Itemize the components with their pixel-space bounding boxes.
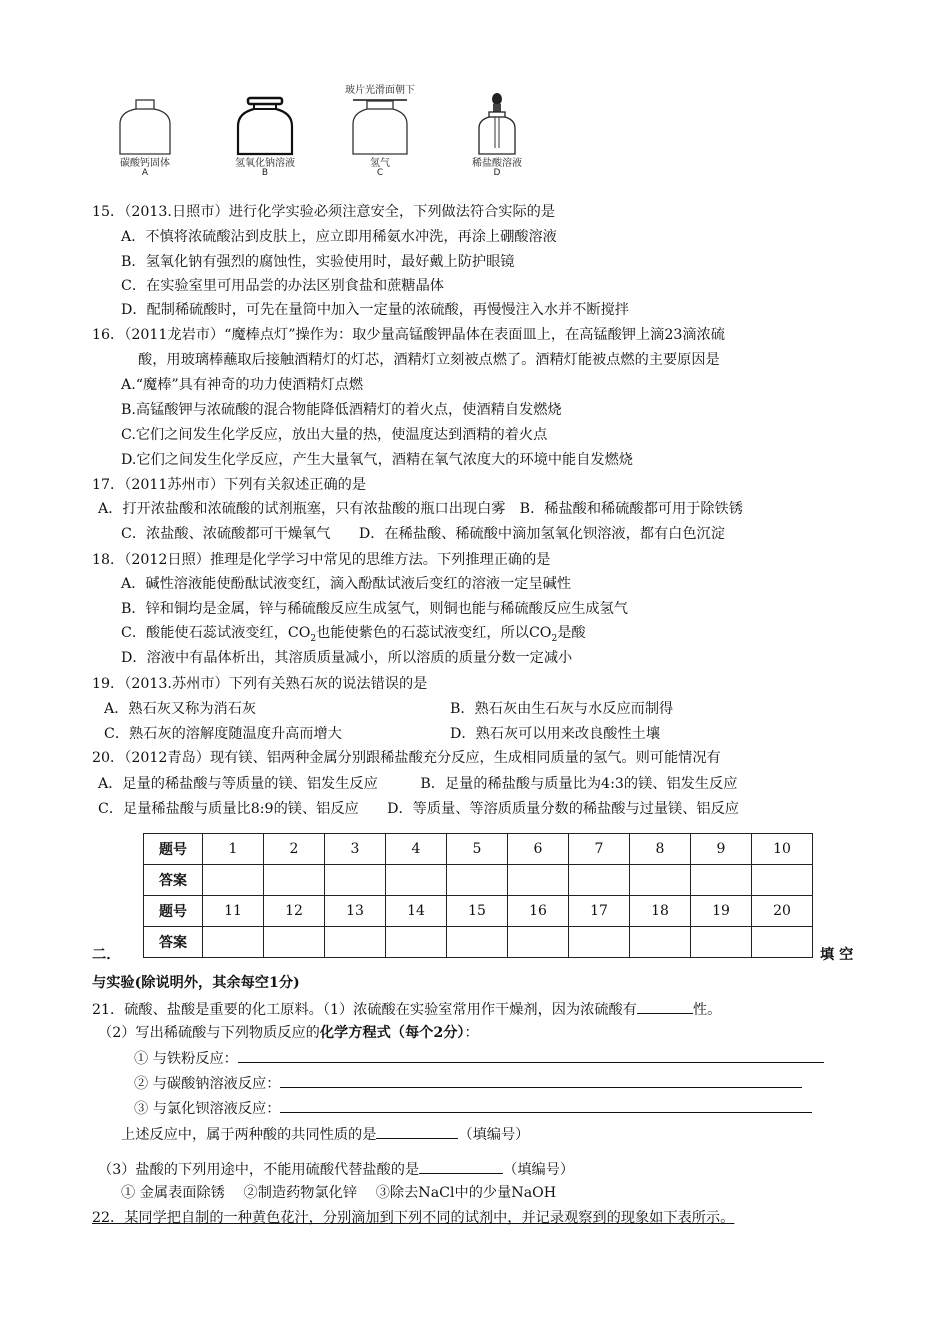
question-number-cell: 20 [752,896,813,927]
bottle-b [215,92,315,192]
answer-cell[interactable] [569,927,630,958]
q21-blank-property[interactable] [637,999,693,1014]
bottle-b-caption: 氢氧化钠溶液 [235,158,295,169]
q18-co2-subscript: 2 [310,633,317,644]
bottle-c-caption: 氢气 [370,158,390,169]
question-number-cell: 9 [691,834,752,865]
answer-table-row [144,896,813,927]
bottle-c-letter: C [376,168,384,178]
q19-option-c: C．熟石灰的溶解度随温度升高而增大 [104,726,342,742]
question-number-cell: 18 [630,896,691,927]
q20-options-cd: C．足量稀盐酸与质量比8:9的镁、铝反应 D．等质量、等溶质质量分数的稀盐酸与过量镁、铝反应 [98,801,739,817]
q21-reaction-1 [134,1048,824,1068]
answer-table-row [144,927,813,958]
q16-stem-line1: 16．（2011龙岩市）“魔棒点灯”操作为：取少量高锰酸钾晶体在表面皿上，在高锰酸钾上滴23滴浓硫 [92,327,725,343]
q18-option-c-part1: C．酸能使石蕊试液变红，CO [121,625,311,641]
answer-cell[interactable] [386,865,447,896]
q21-common-text: 上述反应中，属于两种酸的共同性质的是 [121,1127,377,1143]
q21-common-property [121,1124,529,1144]
answer-table-row [144,865,813,896]
question-number-cell: 4 [386,834,447,865]
stoppered-bottle-icon [230,92,300,158]
answer-cell[interactable] [508,865,569,896]
q22-stem: 22．某同学把自制的一种黄色花汁，分别滴加到下列不同的试剂中，并记录观察到的现象如下表所示。 [92,1210,735,1226]
section-two-number: 二． [92,947,121,963]
q18-option-d: D．溶液中有晶体析出，其溶质质量减小，所以溶质的质量分数一定减小 [121,650,573,666]
question-number-cell: 15 [447,896,508,927]
q17-stem: 17．（2011苏州市）下列有关叙述正确的是 [92,477,367,493]
question-number-cell: 14 [386,896,447,927]
answer-table-row [144,834,813,865]
q15-option-c: C．在实验室里可用品尝的办法区别食盐和蔗糖晶体 [121,278,444,294]
q16-option-c: C.它们之间发生化学反应，放出大量的热，使温度达到酒精的着火点 [121,427,548,443]
answer-cell[interactable] [752,927,813,958]
q19-option-b: B．熟石灰由生石灰与水反应而制得 [450,701,674,717]
question-number-cell: 2 [264,834,325,865]
q21-reaction-2-label: ② 与碳酸钠溶液反应： [134,1076,281,1092]
q20-stem: 20．（2012青岛）现有镁、铝两种金属分别跟稀盐酸充分反应，生成相同质量的氢气。则可能情况有 [92,750,721,766]
q21-reaction-3 [134,1098,812,1118]
q20-options-ab: A．足量的稀盐酸与等质量的镁、铝发生反应 B．足量的稀盐酸与质量比为4:3的镁、铝发生反应 [98,776,738,792]
q17-options-ab: A．打开浓盐酸和浓硫酸的试剂瓶塞，只有浓盐酸的瓶口出现白雾 B．稀盐酸和稀硫酸都可用于除铁锈 [98,501,743,517]
answer-cell[interactable] [447,865,508,896]
bottle-d [447,92,547,192]
q15-option-d: D．配制稀硫酸时，可先在量筒中加入一定量的浓硫酸，再慢慢注入水并不断搅拌 [121,302,629,318]
q16-option-d: D.它们之间发生化学反应，产生大量氧气，酒精在氧气浓度大的环境中能自发燃烧 [121,452,633,468]
section-two-title: 与实验(除说明外，其余每空1分) [92,975,300,991]
question-number-cell: 3 [325,834,386,865]
bottle-a [95,92,195,192]
reagent-bottles-figure [95,85,555,192]
q21-part3-text: （3）盐酸的下列用途中，不能用硫酸代替盐酸的是 [98,1162,420,1178]
answer-label: 答案 [144,865,203,896]
question-number-cell: 1 [203,834,264,865]
q21-reaction-3-label: ③ 与氯化钡溶液反应： [134,1101,281,1117]
question-number-cell: 5 [447,834,508,865]
answer-cell[interactable] [752,865,813,896]
answer-cell[interactable] [325,865,386,896]
bottle-c-note: 玻片光滑面朝下 [345,85,415,96]
q21-reaction-3-blank[interactable] [280,1098,812,1113]
answer-cell[interactable] [630,927,691,958]
q21-common-blank[interactable] [376,1124,458,1139]
q19-option-a: A．熟石灰又称为消石灰 [104,701,257,717]
q18-option-c-part3: 是酸 [557,625,586,641]
gas-jar-icon [345,96,415,158]
q18-stem: 18．（2012日照）推理是化学学习中常见的思维方法。下列推理正确的是 [92,552,551,568]
question-number-cell: 12 [264,896,325,927]
q21-part2-bold: 化学方程式（每个2分） [319,1025,465,1041]
question-number-label: 题号 [144,834,203,865]
q21-reaction-2 [134,1073,802,1093]
q21-uses: ① 金属表面除锈 ②制造药物氯化锌 ③除去NaCl中的少量NaOH [121,1185,557,1201]
wide-mouth-bottle-icon [110,92,180,158]
q21-part2-text: （2）写出稀硫酸与下列物质反应的 [98,1025,320,1041]
question-number-cell: 13 [325,896,386,927]
question-number-cell: 11 [203,896,264,927]
q15-option-a: A．不慎将浓硫酸沾到皮肤上，应立即用稀氨水冲洗，再涂上硼酸溶液 [121,229,557,245]
answer-cell[interactable] [447,927,508,958]
answer-cell[interactable] [203,865,264,896]
q21-part2 [98,1024,479,1042]
q21-common-end: （填编号） [458,1127,530,1143]
q21-part3 [98,1159,574,1179]
bottle-a-letter: A [141,168,149,178]
question-number-cell: 7 [569,834,630,865]
q21-reaction-1-blank[interactable] [238,1048,824,1063]
answer-cell[interactable] [569,865,630,896]
q21-stem [92,999,721,1019]
q19-option-d: D．熟石灰可以用来改良酸性土壤 [450,726,661,742]
q21-part3-blank[interactable] [419,1159,503,1174]
q18-option-a: A．碱性溶液能使酚酞试液变红，滴入酚酞试液后变红的溶液一定呈碱性 [121,576,572,592]
q16-option-a: A.“魔棒”具有神奇的功力使酒精灯点燃 [121,377,364,393]
question-number-cell: 17 [569,896,630,927]
answer-cell[interactable] [386,927,447,958]
q15-option-b: B．氢氧化钠有强烈的腐蚀性，实验使用时，最好戴上防护眼镜 [121,254,515,270]
q21-stem-end: 性。 [692,1002,722,1018]
answer-cell[interactable] [203,927,264,958]
question-number-label: 题号 [144,896,203,927]
q21-reaction-2-blank[interactable] [280,1073,802,1088]
answer-cell[interactable] [264,865,325,896]
bottle-a-caption: 碳酸钙固体 [120,158,170,169]
answer-cell[interactable] [508,927,569,958]
bottle-c [330,85,430,185]
q18-option-b: B．锌和铜均是金属，锌与稀硫酸反应生成氢气，则铜也能与稀硫酸反应生成氢气 [121,601,628,617]
q16-stem-line2: 酸，用玻璃棒蘸取后接触酒精灯的灯芯，酒精灯立刻被点燃了。酒精灯能被点燃的主要原因是 [138,352,720,368]
q21-part3-end: （填编号） [503,1162,575,1178]
question-number-cell: 10 [752,834,813,865]
question-number-cell: 16 [508,896,569,927]
question-number-cell: 6 [508,834,569,865]
q21-reaction-1-label: ① 与铁粉反应： [134,1051,238,1067]
q16-option-b: B.高锰酸钾与浓硫酸的混合物能降低酒精灯的着火点，使酒精自发燃烧 [121,402,562,418]
dropper-bottle-icon [467,92,527,158]
answer-label: 答案 [144,927,203,958]
bottle-d-letter: D [493,168,501,178]
answer-cell[interactable] [264,927,325,958]
q15-stem: 15．（2013.日照市）进行化学实验必须注意安全，下列做法符合实际的是 [92,204,556,220]
q18-option-c-part2: 也能使紫色的石蕊试液变红，所以CO [316,625,552,641]
answer-cell[interactable] [325,927,386,958]
section-two-title-right: 填 空 [820,947,854,963]
q18-option-c [121,624,586,648]
q18-co2-subscript-2: 2 [551,633,558,644]
answer-table [143,833,813,958]
question-number-cell: 8 [630,834,691,865]
bottle-b-letter: B [261,168,269,178]
answer-cell[interactable] [691,927,752,958]
bottle-d-caption: 稀盐酸溶液 [472,158,522,169]
q19-stem: 19．（2013.苏州市）下列有关熟石灰的说法错误的是 [92,676,428,692]
q21-part2-end: ： [464,1025,479,1041]
answer-cell[interactable] [691,865,752,896]
question-number-cell: 19 [691,896,752,927]
answer-cell[interactable] [630,865,691,896]
q17-options-cd: C．浓盐酸、浓硫酸都可干燥氧气 D．在稀盐酸、稀硫酸中滴加氢氧化钡溶液，都有白色沉淀 [121,526,725,542]
q21-stem-text: 21．硫酸、盐酸是重要的化工原料。（1）浓硫酸在实验室常用作干燥剂，因为浓硫酸有 [92,1002,637,1018]
